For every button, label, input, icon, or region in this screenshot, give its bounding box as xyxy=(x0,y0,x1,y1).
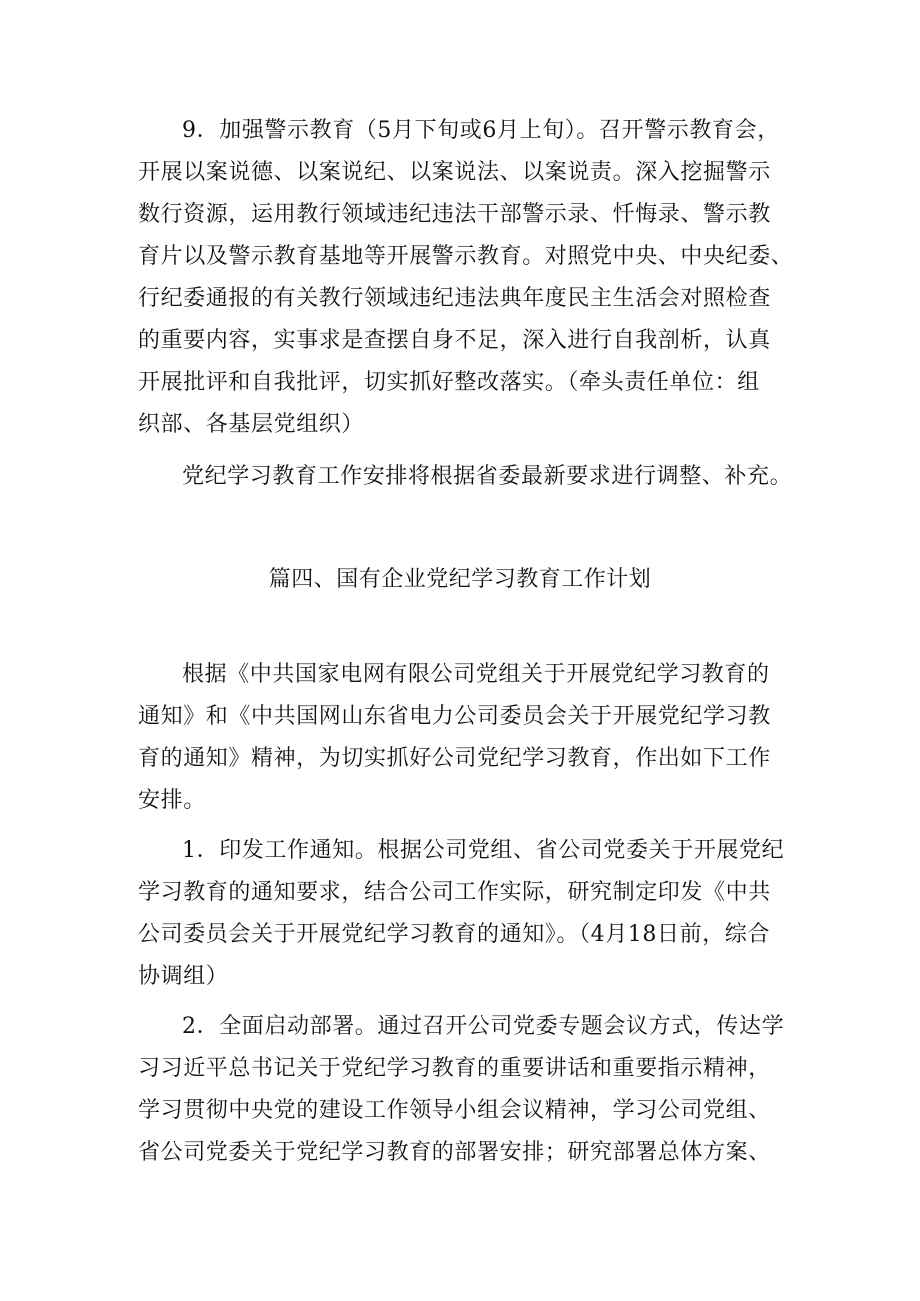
section-title: 篇四、国有企业党纪学习教育工作计划 xyxy=(268,567,652,592)
intro-line: 通知》和《中共国网山东省电力公司委员会关于开展党纪学习教 xyxy=(138,704,771,729)
paragraph-9-line: 的重要内容，实事求是查摆自身不足，深入进行自我剖析，认真 xyxy=(138,328,771,353)
intro-line: 安排。 xyxy=(138,788,206,813)
item-1-line: 1．印发工作通知。根据公司党组、省公司党委关于开展党纪 xyxy=(182,838,785,863)
paragraph-9-line: 9．加强警示教育（5月下旬或6月上旬）。召开警示教育会， xyxy=(182,118,780,143)
paragraph-9-line: 行纪委通报的有关教行领域违纪违法典年度民主生活会对照检查 xyxy=(138,286,771,311)
item-2-line: 学习贯彻中央党的建设工作领导小组会议精神，学习公司党组、 xyxy=(138,1098,771,1123)
item-2-line: 2．全面启动部署。通过召开公司党委专题会议方式，传达学 xyxy=(182,1014,785,1039)
paragraph-9-line: 数行资源，运用教行领域违纪违法干部警示录、忏悔录、警示教 xyxy=(138,202,771,227)
intro-line: 育的通知》精神，为切实抓好公司党纪学习教育，作出如下工作 xyxy=(138,746,771,771)
intro-line: 根据《中共国家电网有限公司党组关于开展党纪学习教育的 xyxy=(182,662,770,687)
item-1-line: 公司委员会关于开展党纪学习教育的通知》。（4月18日前，综合 xyxy=(138,922,770,947)
item-1-line: 协调组） xyxy=(138,964,229,989)
item-2-line: 省公司党委关于党纪学习教育的部署安排；研究部署总体方案、 xyxy=(138,1140,771,1165)
item-2-line: 习习近平总书记关于党纪学习教育的重要讲话和重要指示精神， xyxy=(138,1056,771,1081)
closing-note: 党纪学习教育工作安排将根据省委最新要求进行调整、补充。 xyxy=(182,464,793,489)
paragraph-9-line: 织部、各基层党组织） xyxy=(138,412,365,437)
paragraph-9-line: 开展批评和自我批评，切实抓好整改落实。（牵头责任单位：组 xyxy=(138,370,760,395)
paragraph-9-line: 育片以及警示教育基地等开展警示教育。对照党中央、中央纪委、 xyxy=(138,244,794,269)
item-1-line: 学习教育的通知要求，结合公司工作实际，研究制定印发《中共 xyxy=(138,880,771,905)
paragraph-9-line: 开展以案说德、以案说纪、以案说法、以案说责。深入挖掘警示 xyxy=(138,160,771,185)
